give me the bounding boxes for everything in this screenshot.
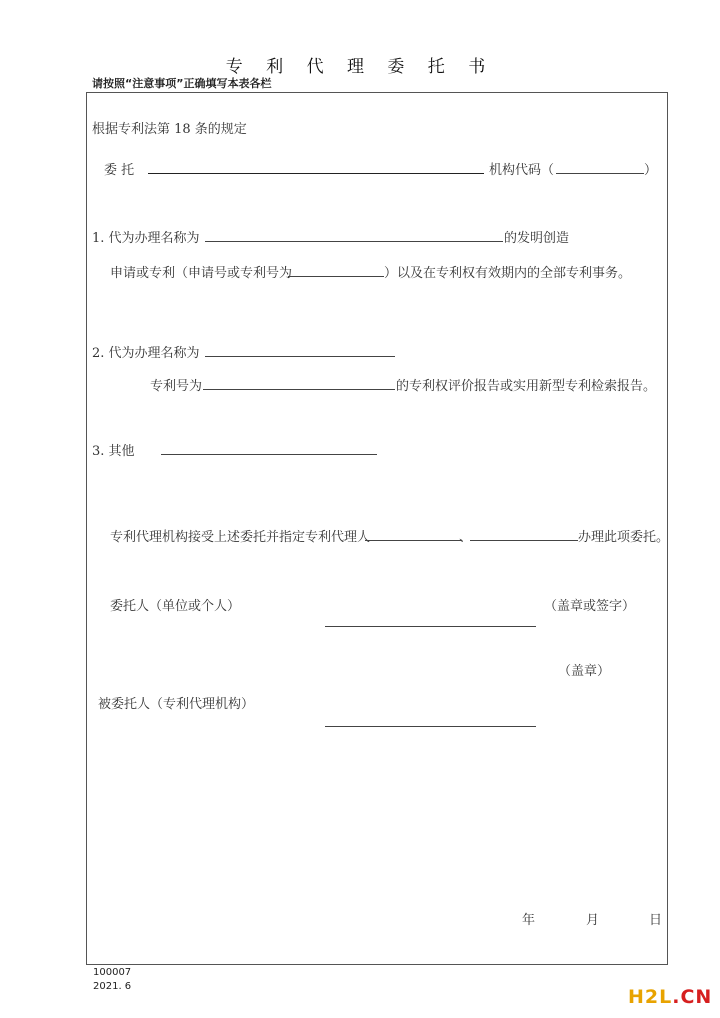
item2-patent-number-suffix: 的专利权评价报告或实用新型专利检索报告。 — [396, 379, 657, 394]
watermark-part2: .CN — [672, 986, 713, 1008]
item1-label: 1. 代为办理名称为 — [92, 231, 200, 246]
date-day: 日 — [649, 913, 663, 928]
acceptance-text: 专利代理机构接受上述委托并指定专利代理人 — [110, 530, 371, 545]
fill-instruction: 请按照“注意事项”正确填写本表各栏 — [92, 77, 272, 90]
form-version-date: 2021. 6 — [93, 981, 132, 992]
date-year: 年 — [522, 913, 536, 928]
watermark-logo — [628, 986, 712, 1008]
principal-label: 委托人（单位或个人） — [110, 599, 241, 614]
principal-name-field[interactable] — [148, 173, 484, 174]
item1-application-label: 申请或专利（申请号或专利号为 — [110, 266, 293, 281]
item2-patent-number-label: 专利号为 — [150, 379, 203, 394]
item1-suffix: 的发明创造 — [504, 231, 570, 246]
principal-seal-note: （盖章或签字） — [544, 599, 636, 614]
agent-seal-note: （盖章） — [558, 664, 611, 679]
watermark-part1: H2L — [628, 986, 673, 1008]
agent-signature-field[interactable] — [325, 726, 536, 727]
principal-signature-field[interactable] — [325, 626, 536, 627]
agent-org-label: 被委托人（专利代理机构） — [98, 697, 255, 712]
org-code-field[interactable] — [556, 173, 644, 174]
item2-label: 2. 代为办理名称为 — [92, 346, 200, 361]
date-month: 月 — [586, 913, 600, 928]
acceptance-separator: 、 — [459, 530, 473, 545]
item3-label: 3. 其他 — [92, 444, 135, 459]
agent2-field[interactable] — [470, 540, 578, 541]
item2-name-field[interactable] — [205, 356, 395, 357]
org-code-label: 机构代码（ — [489, 163, 555, 178]
legal-basis-text: 根据专利法第 18 条的规定 — [92, 122, 247, 137]
entrust-label: 委 托 — [104, 163, 135, 178]
form-code: 100007 — [93, 967, 132, 978]
page-title: 专 利 代 理 委 托 书 — [225, 57, 495, 77]
item3-other-field[interactable] — [161, 454, 377, 455]
item2-patent-number-field[interactable] — [203, 389, 395, 390]
agent1-field[interactable] — [365, 540, 461, 541]
item1-invention-name-field[interactable] — [205, 241, 503, 242]
acceptance-suffix: 办理此项委托。 — [578, 530, 670, 545]
item1-application-suffix: ）以及在专利权有效期内的全部专利事务。 — [384, 266, 632, 281]
org-code-close: ） — [644, 163, 658, 178]
item1-application-number-field[interactable] — [288, 276, 384, 277]
